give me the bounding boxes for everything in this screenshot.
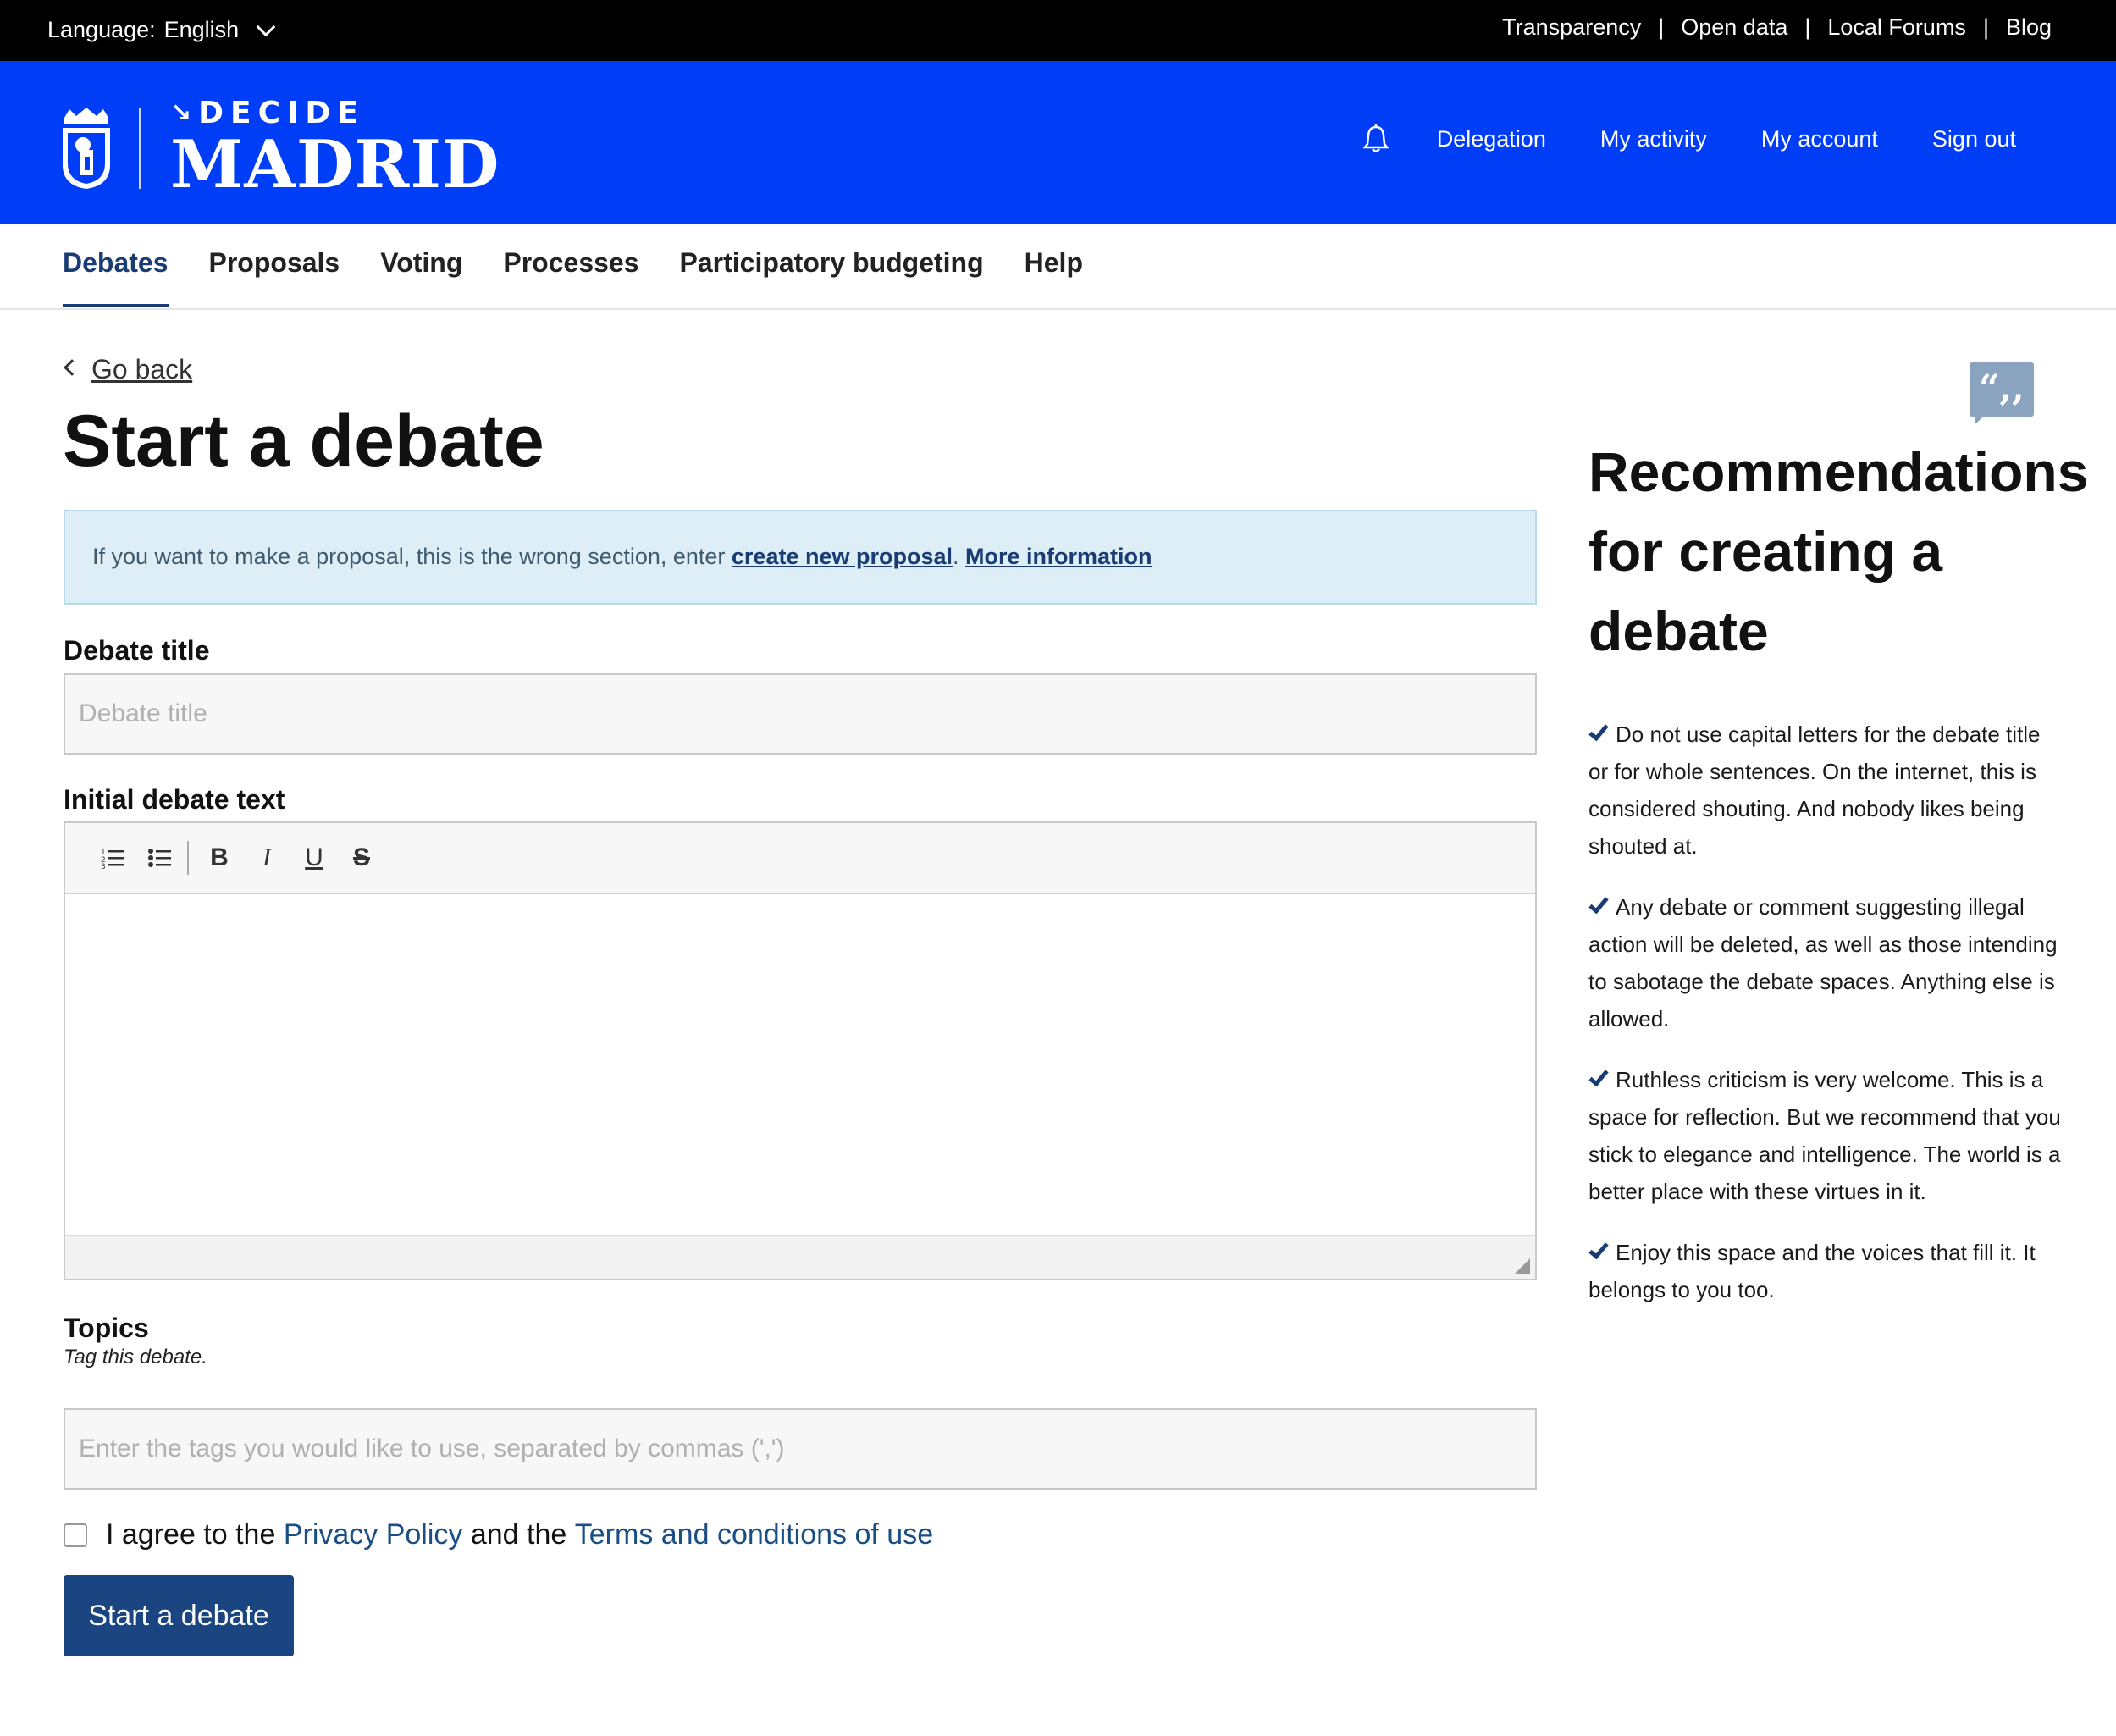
language-label: Language: [47, 17, 156, 42]
more-information-link[interactable]: More information [965, 544, 1152, 569]
create-proposal-link[interactable]: create new proposal [731, 544, 953, 569]
top-links [1502, 14, 2052, 41]
debate-title-input[interactable] [64, 673, 1537, 755]
chevron-left-icon [64, 359, 80, 376]
logo-text [170, 96, 500, 203]
bell-icon[interactable] [1359, 122, 1393, 156]
list-item: Do not use capital letters for the debate title or for whole sentences. On the internet, this is considered shouting. And nobody likes being shouted at. [1588, 721, 2041, 859]
editor-toolbar [65, 823, 1535, 894]
logo-divider [139, 108, 141, 189]
logo-arrow-icon: ↘ [170, 98, 192, 128]
underline-icon[interactable]: U [305, 843, 323, 871]
callout-text: If you want to make a proposal, this is the wrong section, enter [92, 544, 732, 569]
madrid-crest-icon [59, 106, 113, 191]
page-title: Start a debate [63, 401, 544, 482]
language-value[interactable]: English [163, 17, 240, 42]
bold-icon[interactable]: B [210, 843, 229, 871]
quote-icon [1970, 362, 2034, 423]
site-logo[interactable] [59, 96, 500, 203]
list-item: Enjoy this space and the voices that fill it. It belongs to you too. [1588, 1240, 2036, 1302]
nav-proposals[interactable]: Proposals [208, 247, 340, 278]
recommendations-list [1588, 716, 2063, 1332]
chevron-down-icon[interactable] [257, 17, 276, 36]
list-item: Any debate or comment suggesting illegal action will be deleted, as well as those intending to sabotage the debate spaces. Anything else is allowed. [1588, 894, 2058, 1031]
svg-text:1: 1 [101, 849, 106, 857]
nav-voting[interactable]: Voting [380, 247, 463, 278]
open-data-link[interactable]: Open data [1681, 14, 1788, 40]
debate-title-label: Debate title [64, 635, 210, 666]
editor-text-area[interactable] [65, 894, 1535, 1236]
agree-prefix: I agree to the [106, 1518, 284, 1551]
my-activity-link[interactable]: My activity [1599, 125, 1707, 152]
bulleted-list-icon[interactable] [136, 834, 184, 882]
check-icon [1588, 721, 1608, 742]
start-debate-button[interactable]: Start a debate [64, 1575, 294, 1656]
terms-link[interactable]: Terms and conditions of use [574, 1518, 934, 1551]
main-nav [0, 224, 2116, 310]
top-bar [0, 0, 2116, 61]
rich-text-editor [64, 821, 1537, 1280]
terms-checkbox[interactable] [64, 1523, 87, 1547]
ordered-list-icon[interactable] [89, 834, 136, 882]
nav-help[interactable]: Help [1024, 247, 1083, 278]
separator: | [1658, 14, 1665, 40]
topics-label: Topics [64, 1313, 149, 1343]
my-account-link[interactable]: My account [1760, 125, 1878, 152]
list-item: Ruthless criticism is very welcome. This is a space for reflection. But we recommend that you stick to elegance and intelligence. The world is a better place with these virtues in it. [1588, 1067, 2061, 1204]
go-back-label: Go back [91, 354, 193, 384]
topics-help-text: Tag this debate. [64, 1346, 207, 1368]
separator: | [1804, 14, 1811, 40]
check-icon [1588, 893, 1608, 915]
terms-agreement [64, 1518, 933, 1551]
logo-madrid: MADRID [170, 126, 500, 203]
agree-mid: and the [462, 1518, 575, 1551]
editor-footer [65, 1235, 1535, 1279]
initial-text-label: Initial debate text [64, 784, 285, 815]
info-callout [64, 510, 1537, 605]
nav-processes[interactable]: Processes [503, 247, 639, 278]
check-icon [1588, 1066, 1608, 1087]
delegation-link[interactable]: Delegation [1436, 125, 1546, 152]
user-nav [1359, 122, 2016, 156]
privacy-policy-link[interactable]: Privacy Policy [283, 1518, 463, 1551]
nav-debates[interactable]: Debates [63, 247, 169, 307]
tags-input[interactable] [64, 1408, 1537, 1490]
svg-text:“,,: “,, [1979, 367, 2025, 408]
blog-link[interactable]: Blog [2005, 14, 2052, 40]
check-icon [1588, 1239, 1608, 1260]
sign-out-link[interactable]: Sign out [1931, 125, 2016, 152]
logo-decide: DECIDE [198, 96, 365, 130]
site-header [0, 61, 2116, 224]
toolbar-divider [187, 841, 189, 875]
svg-text:3: 3 [101, 863, 106, 869]
strikethrough-icon[interactable]: S [352, 843, 370, 871]
italic-icon[interactable]: I [262, 843, 271, 871]
sidebar-title: Recommendations for creating a debate [1588, 440, 2089, 662]
callout-mid: . [953, 544, 966, 569]
local-forums-link[interactable]: Local Forums [1827, 14, 1966, 40]
nav-participatory-budgeting[interactable]: Participatory budgeting [679, 247, 984, 278]
transparency-link[interactable]: Transparency [1502, 14, 1642, 40]
go-back-link[interactable] [66, 354, 192, 385]
svg-text:2: 2 [101, 856, 106, 865]
language-selector[interactable] [47, 17, 273, 43]
separator: | [1982, 14, 1989, 40]
resize-handle-icon[interactable] [1515, 1258, 1530, 1274]
